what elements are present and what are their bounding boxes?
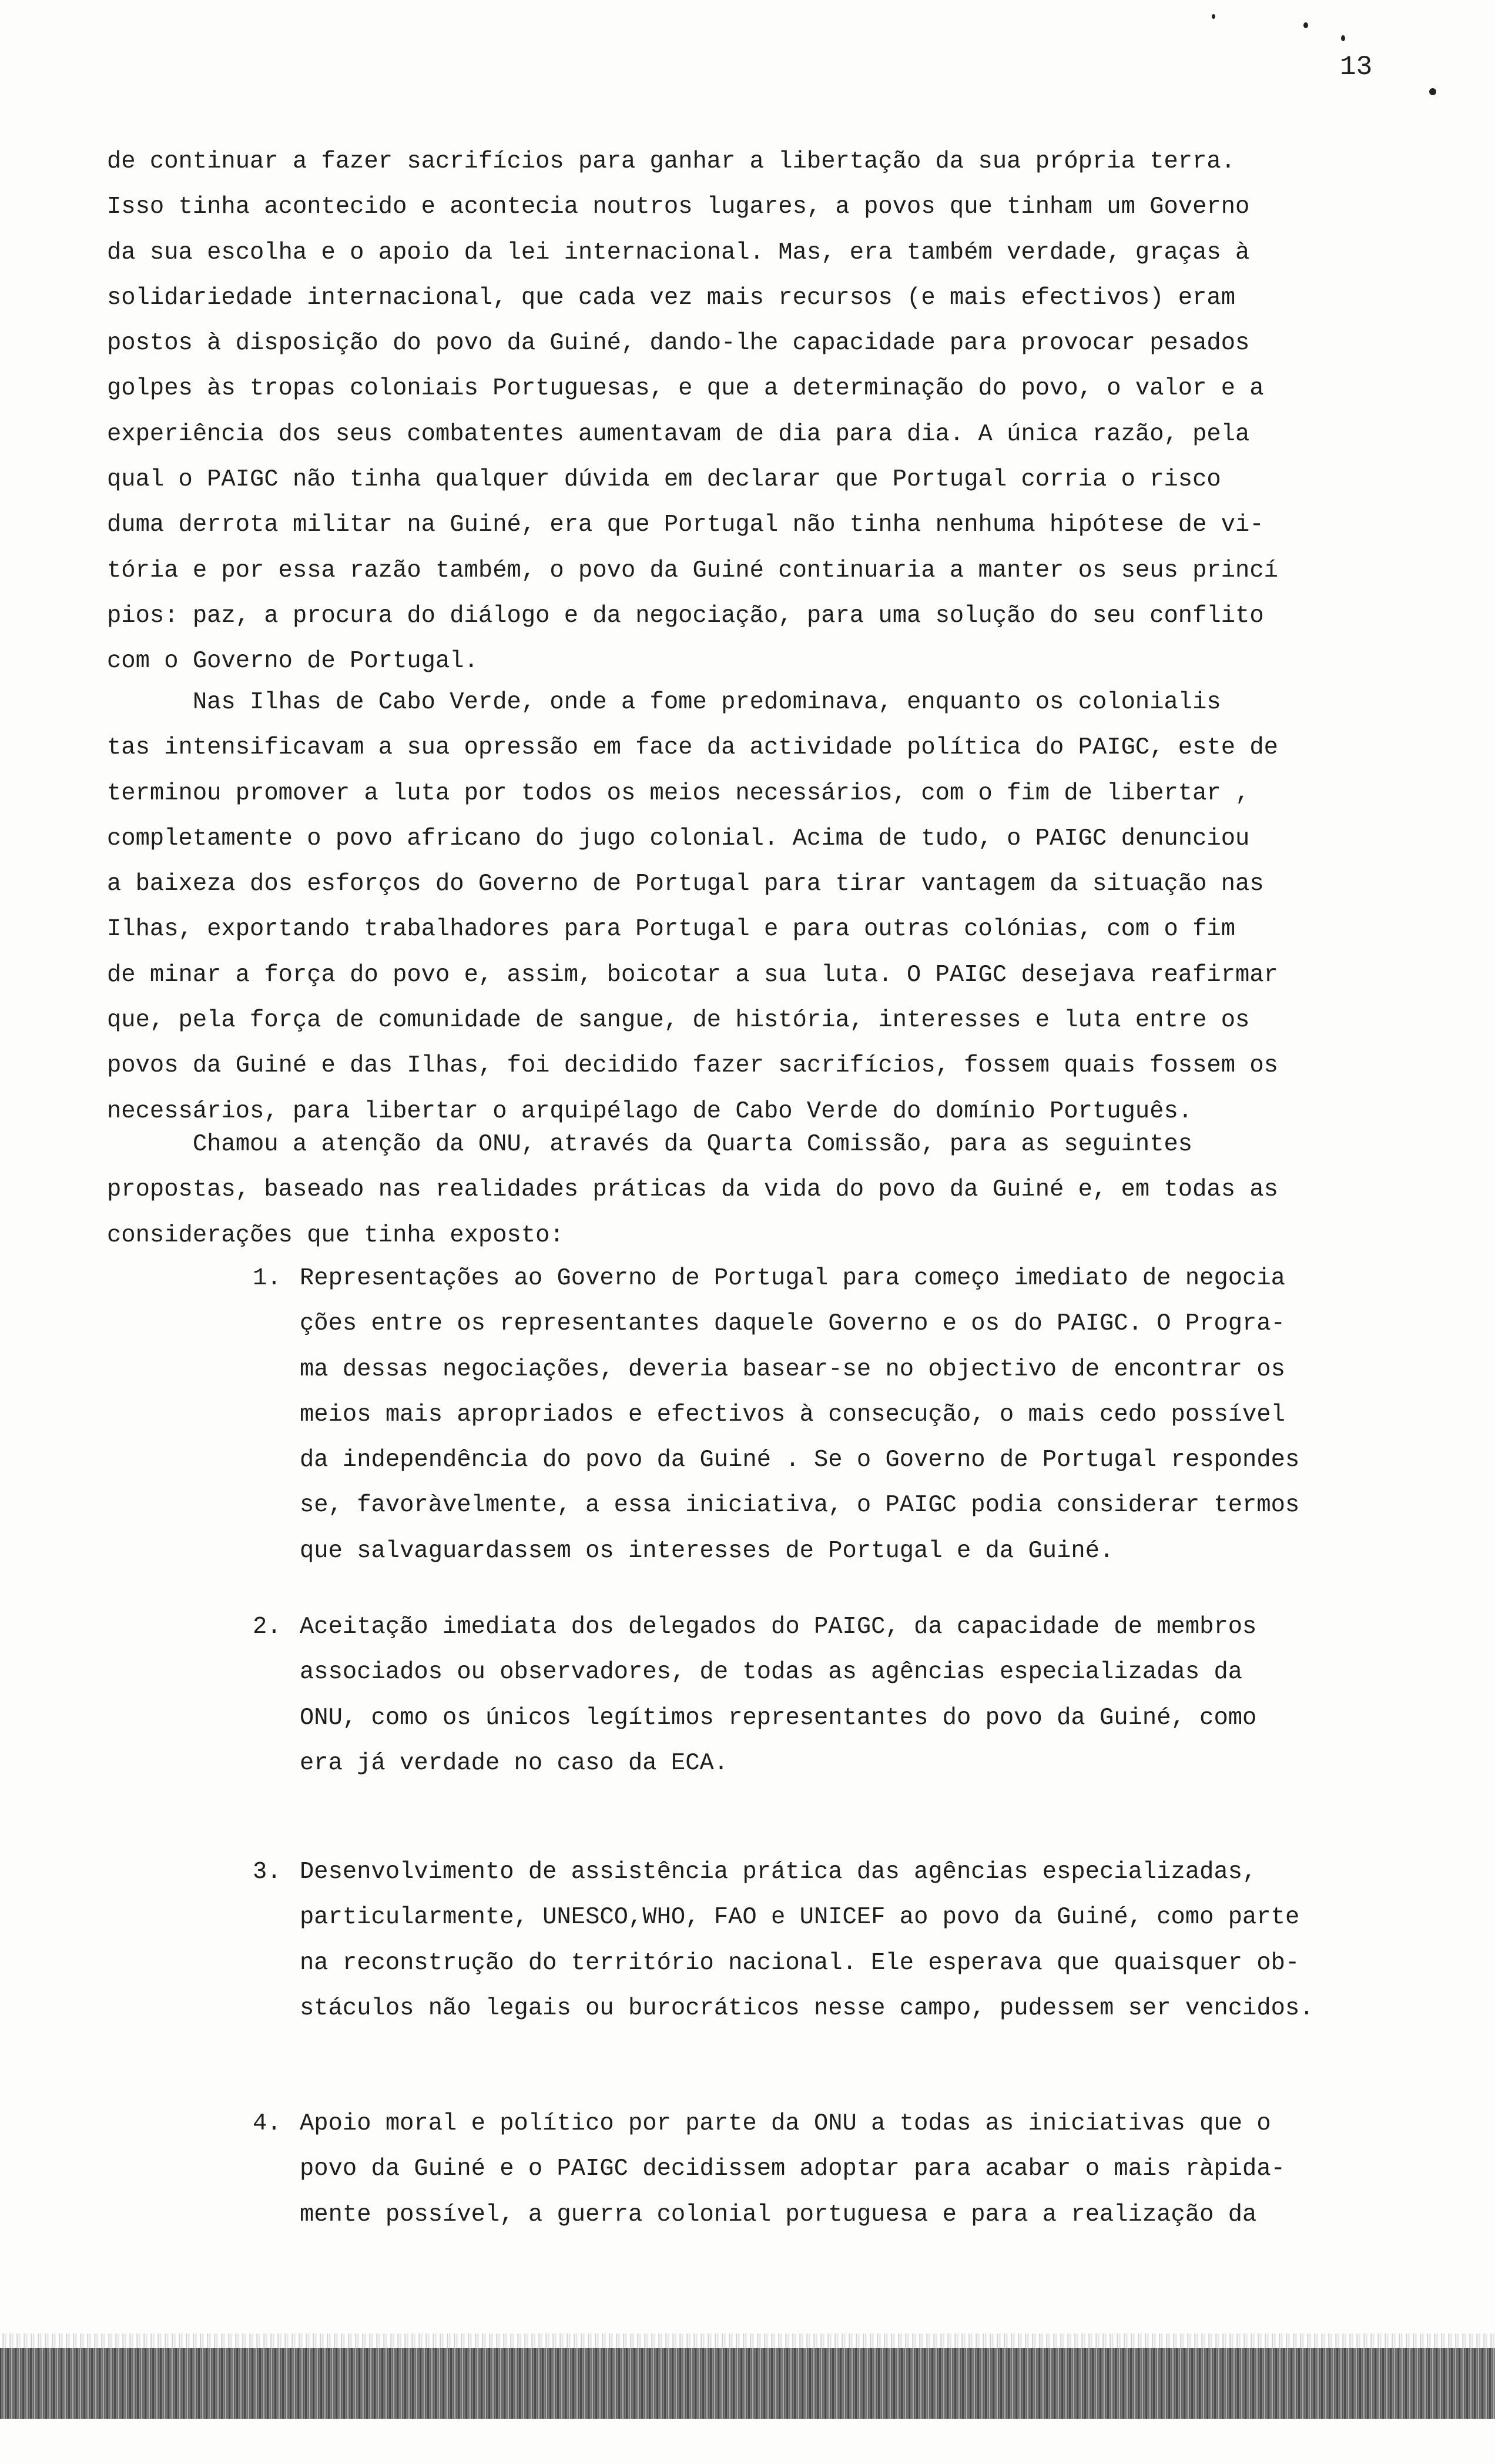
proposal-number: 3. [253,1859,281,1886]
text-line: solidariedade internacional, que cada vez mais recursos (e mais efectivos) eram [107,284,1236,312]
text-line: particularmente, UNESCO,WHO, FAO e UNICEF ao povo da Guiné, como parte [300,1904,1300,1931]
text-line: meios mais apropriados e efectivos à consecução, o mais cedo possível [300,1401,1285,1428]
proposal-text [300,1605,1256,1786]
text-line: terminou promover a luta por todos os meios necessários, com o fim de libertar , [107,779,1250,807]
text-line: tas intensificavam a sua opressão em face da actividade política do PAIGC, este de [107,734,1278,762]
text-line: Desenvolvimento de assistência prática das agências especializadas, [300,1859,1257,1886]
text-line: Apoio moral e político por parte da ONU a todas as iniciativas que o [300,2110,1271,2137]
text-line: que salvaguardassem os interesses de Portugal e da Guiné. [300,1537,1114,1565]
text-line: associados ou observadores, de todas as agências especializadas da [300,1659,1243,1686]
text-line: Nas Ilhas de Cabo Verde, onde a fome predominava, enquanto os colonialis [107,689,1221,716]
proposal-number: 4. [253,2110,281,2137]
text-line: mente possível, a guerra colonial portuguesa e para a realização da [300,2201,1257,2228]
scan-speck [1429,88,1436,95]
text-line: ções entre os representantes daquele Governo e os do PAIGC. O Progra- [300,1310,1285,1338]
text-line: postos à disposição do povo da Guiné, dando-lhe capacidade para provocar pesados [107,330,1250,357]
paragraph-3 [107,1122,1412,1258]
text-line: de minar a força do povo e, assim, boicotar a sua luta. O PAIGC desejava reafirmar [107,961,1278,989]
text-line: Aceitação imediata dos delegados do PAIGC, da capacidade de membros [300,1613,1257,1641]
text-line: a baixeza dos esforços do Governo de Portugal para tirar vantagem da situação nas [107,871,1264,898]
text-line: povos da Guiné e das Ilhas, foi decidido fazer sacrifícios, fossem quais fossem os [107,1052,1278,1080]
text-line: duma derrota militar na Guiné, era que Portugal não tinha nenhuma hipótese de vi- [107,511,1264,539]
text-line: Ilhas, exportando trabalhadores para Portugal e para outras colónias, com o fim [107,916,1236,943]
paragraph-1 [107,139,1412,685]
text-line: se, favoràvelmente, a essa iniciativa, o PAIGC podia considerar termos [300,1492,1300,1519]
text-line: experiência dos seus combatentes aumentavam de dia para dia. A única razão, pela [107,420,1250,448]
paragraph-2 [107,680,1412,1134]
text-line: pios: paz, a procura do diálogo e da negociação, para uma solução do seu conflito [107,602,1264,630]
text-line: Representações ao Governo de Portugal para começo imediato de negocia [300,1265,1285,1292]
text-line: golpes às tropas coloniais Portuguesas, e que a determinação do povo, o valor e a [107,375,1264,403]
scan-edge-artifact [0,2334,1495,2350]
text-line: de continuar a fazer sacrifícios para ganhar a libertação da sua própria terra. [107,148,1236,175]
text-line: Isso tinha acontecido e acontecia noutros lugares, a povos que tinham um Governo [107,193,1250,221]
text-line: propostas, baseado nas realidades práticas da vida do povo da Guiné e, em todas as [107,1176,1278,1204]
text-line: na reconstrução do território nacional. Ele esperava que quaisquer ob- [300,1949,1300,1977]
text-line: que, pela força de comunidade de sangue, de história, interesses e luta entre os [107,1007,1250,1035]
scan-speck [1212,14,1215,19]
page-number: 13 [1340,52,1373,82]
text-line: Chamou a atenção da ONU, através da Quarta Comissão, para as seguintes [107,1131,1193,1158]
proposal-text [300,1256,1299,1574]
proposal-text [300,2101,1285,2238]
text-line: era já verdade no caso da ECA. [300,1749,729,1777]
text-line: da sua escolha e o apoio da lei internacional. Mas, era também verdade, graças à [107,239,1250,266]
proposal-number: 1. [253,1265,281,1292]
text-line: ONU, como os únicos legítimos representantes do povo da Guiné, como [300,1704,1257,1732]
proposal-number: 2. [253,1613,281,1641]
text-line: tória e por essa razão também, o povo da Guiné continuaria a manter os seus princí [107,557,1278,584]
text-line: completamente o povo africano do jugo colonial. Acima de tudo, o PAIGC denunciou [107,825,1250,852]
text-line: da independência do povo da Guiné . Se o Governo de Portugal respondes [300,1447,1300,1474]
text-line: qual o PAIGC não tinha qualquer dúvida em declarar que Portugal corria o risco [107,466,1221,494]
text-line: ma dessas negociações, deveria basear-se no objectivo de encontrar os [300,1355,1285,1383]
text-line: com o Governo de Portugal. [107,648,478,675]
text-line: stáculos não legais ou burocráticos nesse campo, pudessem ser vencidos. [300,1994,1314,2022]
scan-edge-artifact [0,2348,1495,2419]
text-line: necessários, para libertar o arquipélago de Cabo Verde do domínio Português. [107,1097,1193,1125]
scan-speck [1341,35,1345,41]
text-line: povo da Guiné e o PAIGC decidissem adoptar para acabar o mais ràpida- [300,2155,1285,2183]
proposal-text [300,1850,1314,2031]
scan-speck [1303,22,1308,28]
text-line: considerações que tinha exposto: [107,1221,564,1249]
